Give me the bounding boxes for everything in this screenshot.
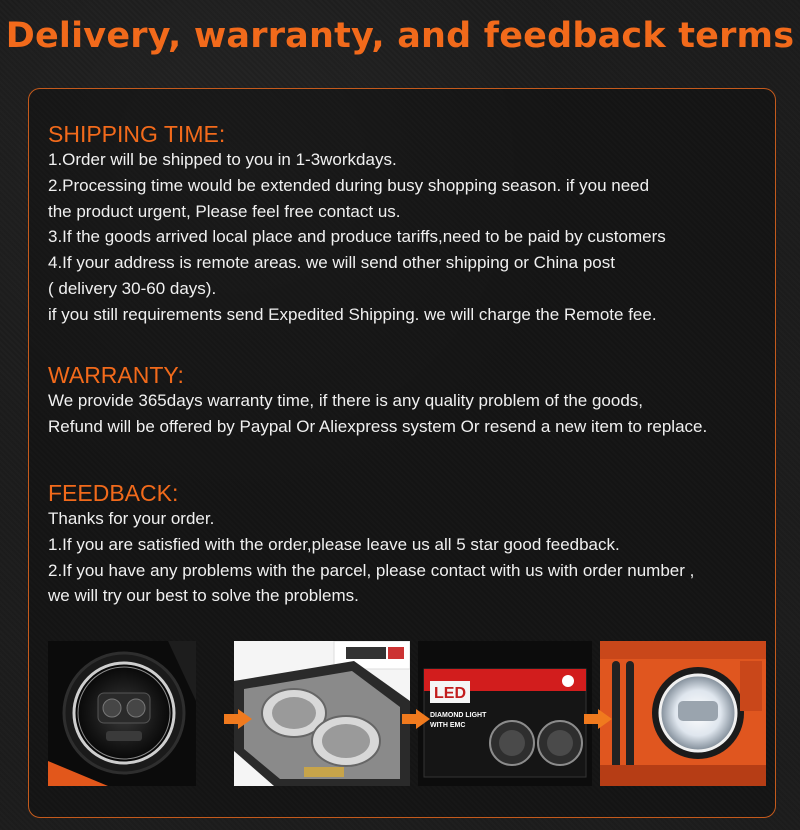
installed-headlight-photo bbox=[48, 641, 196, 786]
arrow-right-icon bbox=[598, 709, 612, 729]
box-logo-text: LED bbox=[434, 685, 466, 702]
product-box-photo bbox=[418, 641, 592, 786]
warranty-line: Refund will be offered by Paypal Or Aliexpress system Or resend a new item to replace. bbox=[48, 416, 708, 436]
jeep-headlight-photo bbox=[600, 641, 766, 786]
warranty-line: We provide 365days warranty time, if there is any quality problem of the goods, bbox=[48, 391, 643, 410]
arrow-right-icon bbox=[416, 709, 430, 729]
shipping-section bbox=[48, 121, 666, 328]
feedback-heading: FEEDBACK: bbox=[48, 480, 179, 506]
shipping-line: the product urgent, Please feel free contact us. bbox=[48, 201, 401, 221]
feedback-line: Thanks for your order. bbox=[48, 509, 215, 528]
shipping-line: 2.Processing time would be extended during busy shopping season. if you need bbox=[48, 175, 650, 195]
box-line1-text: DIAMOND LIGHT bbox=[430, 712, 487, 719]
shipping-line: 3.If the goods arrived local place and produce tariffs,need to be paid by customers bbox=[48, 227, 666, 247]
open-box-photo bbox=[234, 641, 410, 786]
page-title: Delivery, warranty, and feedback terms bbox=[5, 16, 795, 56]
feedback-line: 1.If you are satisfied with the order,please leave us all 5 star good feedback. bbox=[48, 534, 620, 554]
shipping-line: ( delivery 30-60 days). bbox=[48, 278, 217, 298]
warranty-section bbox=[48, 362, 707, 440]
warranty-heading: WARRANTY: bbox=[48, 362, 184, 388]
shipping-line: 1.Order will be shipped to you in 1-3workdays. bbox=[48, 150, 397, 169]
feedback-section bbox=[48, 480, 694, 609]
feedback-line: we will try our best to solve the problems. bbox=[48, 586, 359, 606]
shipping-heading: SHIPPING TIME: bbox=[48, 121, 226, 147]
shipping-line: if you still requirements send Expedited Shipping. we will charge the Remote fee. bbox=[48, 304, 657, 324]
box-line2-text: WITH EMC bbox=[430, 722, 466, 729]
shipping-line: 4.If your address is remote areas. we will send other shipping or China post bbox=[48, 253, 615, 273]
arrow-right-icon bbox=[238, 709, 252, 729]
feedback-line: 2.If you have any problems with the parcel, please contact with us with order number , bbox=[48, 560, 695, 580]
product-images-row bbox=[48, 641, 766, 786]
